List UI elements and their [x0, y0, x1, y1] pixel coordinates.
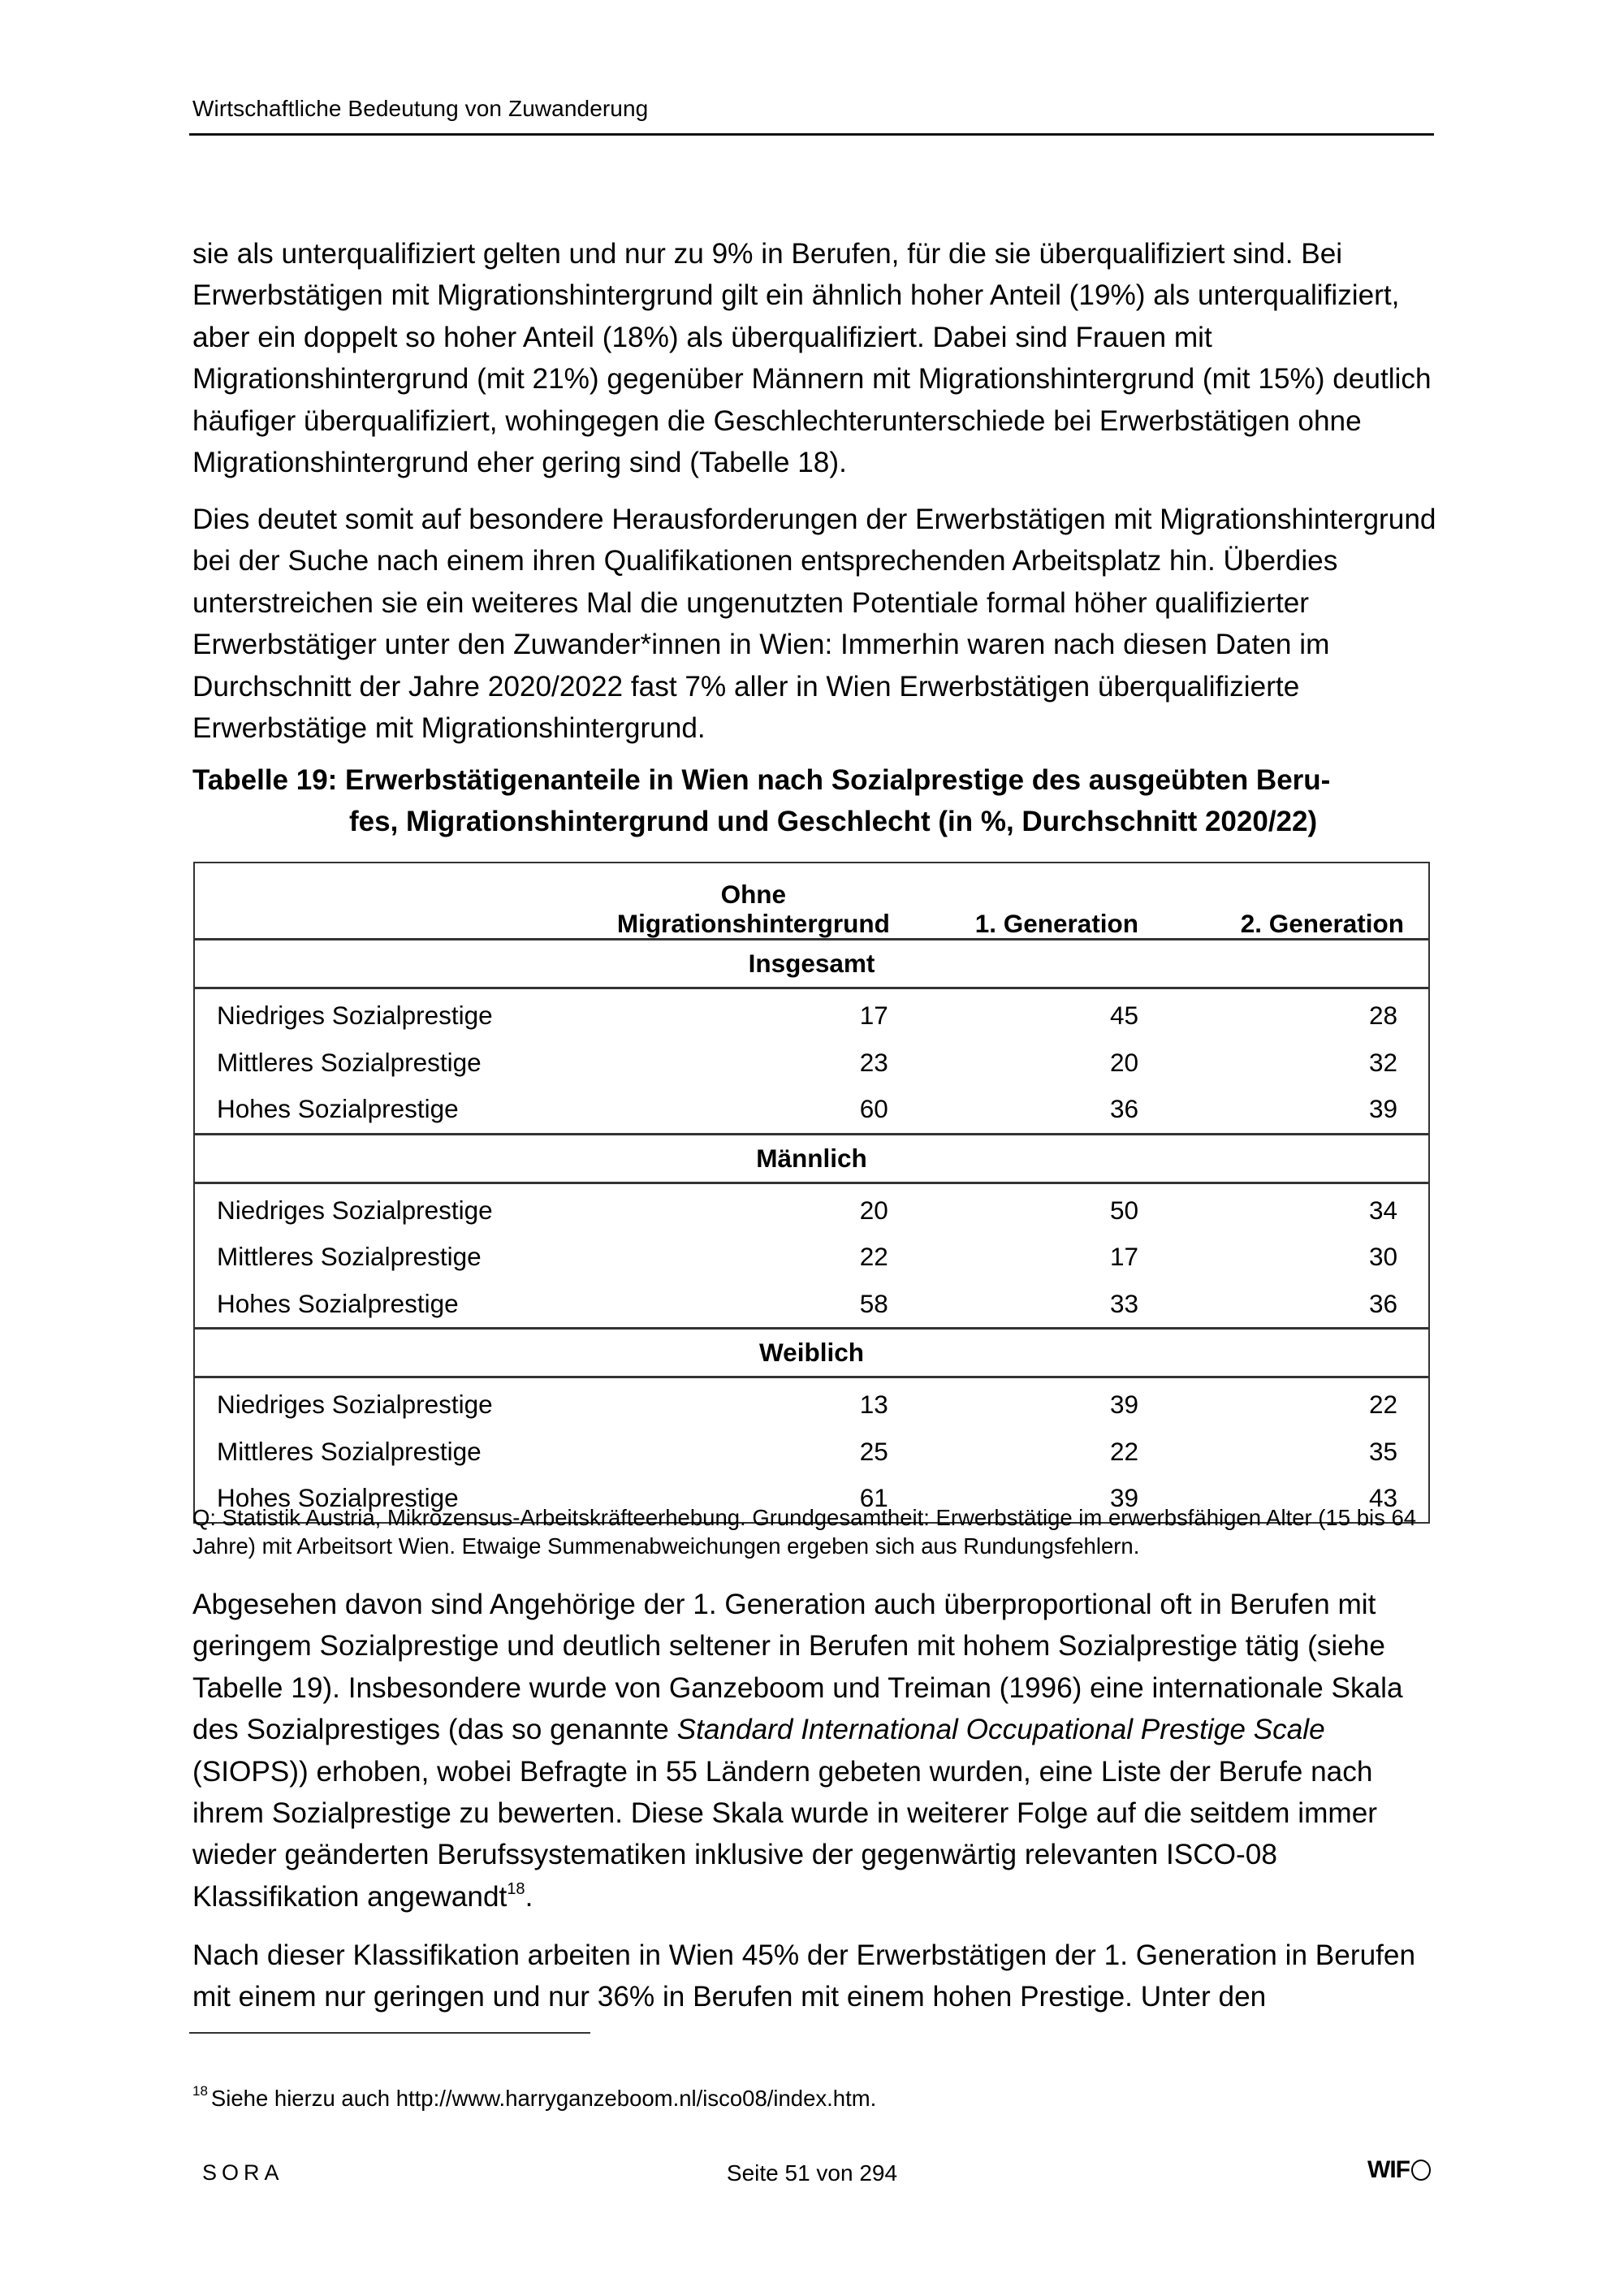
paragraph-1: sie als unterqualifiziert gelten und nur zu 9% in Berufen, für die sie überqualifiziert sind. Bei Erwerbstätigen mit Migrationshintergrund gilt ein ähnlich hoher Anteil (19%) als unterqualifiziert, aber ein doppelt so hoher Anteil (18%) als überqualifiziert. Dabei sind Frauen mit Migrationshintergrund (mit 21%) gegenüber Männern mit Migrationshintergrund (mit 15%) deutlich häufiger überqualifiziert, wohingegen die Geschlechterunterschiede bei Erwerbstätigen ohne Migrationshintergrund eher gering sind (Tabelle 18). [192, 238, 1432, 479]
row-label: Niedriges Sozialprestige [217, 1001, 493, 1031]
cell-2-generation: 36 [1368, 1288, 1397, 1318]
wifo-logo [1367, 2156, 1431, 2184]
page-number-label: Seite 51 von 294 [726, 2160, 898, 2186]
cell-ohne-migrationshintergrund: 23 [859, 1047, 888, 1077]
paragraph-2: Dies deutet somit auf besondere Herausforderungen der Erwerbstätigen mit Migrationshintergrund bei der Suche nach einem ihren Qualifikationen entsprechenden Arbeitsplatz hin. Überdies unterstreichen sie ein weiteres Mal die ungenutzten Potentiale formal höher qualifizierter Erwerbstätiger unter den Zuwander*innen in Wien: Immerhin waren nach diesen Daten im Durchschnitt der Jahre 2020/2022 fast 7% aller in Wien Erwerbstätigen überqualifizierte Erwerbstätige mit Migrationshintergrund. [192, 504, 1436, 745]
row-label: Mittleres Sozialprestige [217, 1047, 482, 1077]
table-row [194, 1429, 1429, 1476]
paragraph-3-italic-term: Standard International Occupational Prestige Scale [676, 1714, 1325, 1746]
row-label: Mittleres Sozialprestige [217, 1242, 482, 1272]
footnote-18 [192, 2082, 877, 2112]
cell-2-generation: 39 [1368, 1094, 1397, 1124]
paragraph-4: Nach dieser Klassifikation arbeiten in Wien 45% der Erwerbstätigen der 1. Generation in Berufen mit einem nur geringen und nur 36% in Berufen mit einem hohen Prestige. Unter den [192, 1939, 1416, 2013]
group-label: Männlich [194, 1134, 1429, 1183]
group-row-1 [194, 1134, 1429, 1183]
table-source-note: Q: Statistik Austria, Mikrozensus-Arbeitskräfteerhebung. Grundgesamtheit: Erwerbstätige im erwerbsfähigen Alter (15 bis 64 Jahre) mit Arbeitsort Wien. Etwaige Summenabweichungen ergeben sich aus Rundungsfehlern. [192, 1505, 1417, 1559]
footnote-separator [189, 2032, 590, 2034]
group-row-0 [194, 940, 1429, 988]
table-row [194, 1086, 1429, 1134]
cell-ohne-migrationshintergrund: 17 [859, 1001, 888, 1031]
row-label: Hohes Sozialprestige [217, 1483, 459, 1513]
cell-ohne-migrationshintergrund: 22 [859, 1242, 888, 1272]
cell-1-generation: 39 [1110, 1483, 1139, 1513]
row-label: Hohes Sozialprestige [217, 1288, 459, 1318]
footnote-reference-18[interactable]: 18 [507, 1880, 525, 1899]
table-row [194, 1040, 1429, 1087]
group-row-2 [194, 1329, 1429, 1377]
data-table-sozialprestige [193, 862, 1430, 1524]
paragraph-3-text-a: Abgesehen davon sind Angehörige der 1. Generation auch überproportional oft in Berufen mit geringem Sozialprestige und deutlich seltener in Berufen mit hohem Sozialprestige tätig (siehe Tabelle 19). Insbesondere wurde von Ganzeboom und Treiman (1996) eine internationale Skala des Sozialprestiges (das so genannte [192, 1589, 1403, 1746]
row-label: Hohes Sozialprestige [217, 1094, 459, 1124]
sora-logo: SORA [202, 2160, 284, 2185]
cell-1-generation: 22 [1110, 1436, 1139, 1466]
cell-1-generation: 50 [1110, 1195, 1139, 1225]
cell-ohne-migrationshintergrund: 13 [859, 1390, 888, 1420]
paragraph-3 [192, 1584, 1439, 1918]
row-label: Niedriges Sozialprestige [217, 1195, 493, 1225]
cell-1-generation: 39 [1110, 1390, 1139, 1420]
cell-1-generation: 33 [1110, 1288, 1139, 1318]
header-2-generation: 2. Generation [1161, 863, 1429, 940]
table-row [194, 1234, 1429, 1281]
cell-2-generation: 28 [1368, 1001, 1397, 1031]
cell-2-generation: 30 [1368, 1242, 1397, 1272]
header-col-a-line-1: Ohne [720, 880, 787, 909]
row-label: Mittleres Sozialprestige [217, 1436, 482, 1466]
cell-ohne-migrationshintergrund: 60 [859, 1094, 888, 1124]
table-row [194, 1183, 1429, 1234]
cell-ohne-migrationshintergrund: 20 [859, 1195, 888, 1225]
cell-2-generation: 32 [1368, 1047, 1397, 1077]
header-col-a-line-2: Migrationshintergrund [616, 909, 890, 938]
header-empty-cell [194, 863, 510, 940]
group-label: Insgesamt [194, 940, 1429, 988]
footnote-text: Siehe hierzu auch http://www.harryganzeboom.nl/isco08/index.htm. [210, 2086, 877, 2111]
cell-ohne-migrationshintergrund: 61 [859, 1483, 888, 1513]
cell-2-generation: 35 [1368, 1436, 1397, 1466]
paragraph-3-end: . [525, 1880, 533, 1913]
cell-2-generation: 34 [1368, 1195, 1397, 1225]
cell-1-generation: 20 [1110, 1047, 1139, 1077]
paragraph-3-text-b: (SIOPS)) erhoben, wobei Befragte in 55 Ländern gebeten wurden, eine Liste der Berufe nach ihrem Sozialprestige zu bewerten. Diese Skala wurde in weiterer Folge auf die seitdem immer wieder geänderten Berufssystematiken inklusive der gegenwärtig relevanten ISCO-08 Klassifikation angewandt [192, 1755, 1377, 1913]
table-caption-line-2: fes, Migrationshintergrund und Geschlecht (in %, Durchschnitt 2020/22) [349, 806, 1318, 837]
running-header-title: Wirtschaftliche Bedeutung von Zuwanderung [192, 96, 649, 121]
table-row [194, 1377, 1429, 1429]
row-label: Niedriges Sozialprestige [217, 1390, 493, 1420]
header-1-generation: 1. Generation [947, 863, 1161, 940]
footnote-number: 18 [192, 2082, 208, 2099]
wifo-logo-o-ring-icon [1411, 2160, 1431, 2181]
table-caption-line-1: Tabelle 19: Erwerbstätigenanteile in Wien nach Sozialprestige des ausgeübten Beru- [192, 764, 1331, 796]
wifo-logo-letters: WIF [1367, 2156, 1410, 2183]
cell-2-generation: 43 [1368, 1483, 1397, 1513]
table-row [194, 988, 1429, 1040]
header-ohne-migrationshintergrund [510, 863, 946, 940]
table-body [194, 940, 1429, 1523]
table-row [194, 1281, 1429, 1329]
cell-1-generation: 36 [1110, 1094, 1139, 1124]
cell-1-generation: 45 [1110, 1001, 1139, 1031]
cell-2-generation: 22 [1368, 1390, 1397, 1420]
cell-1-generation: 17 [1110, 1242, 1139, 1272]
group-label: Weiblich [194, 1329, 1429, 1377]
table-caption [192, 759, 1443, 842]
cell-ohne-migrationshintergrund: 25 [859, 1436, 888, 1466]
header-rule [189, 133, 1434, 136]
cell-ohne-migrationshintergrund: 58 [859, 1288, 888, 1318]
table-header-row [194, 863, 1429, 940]
